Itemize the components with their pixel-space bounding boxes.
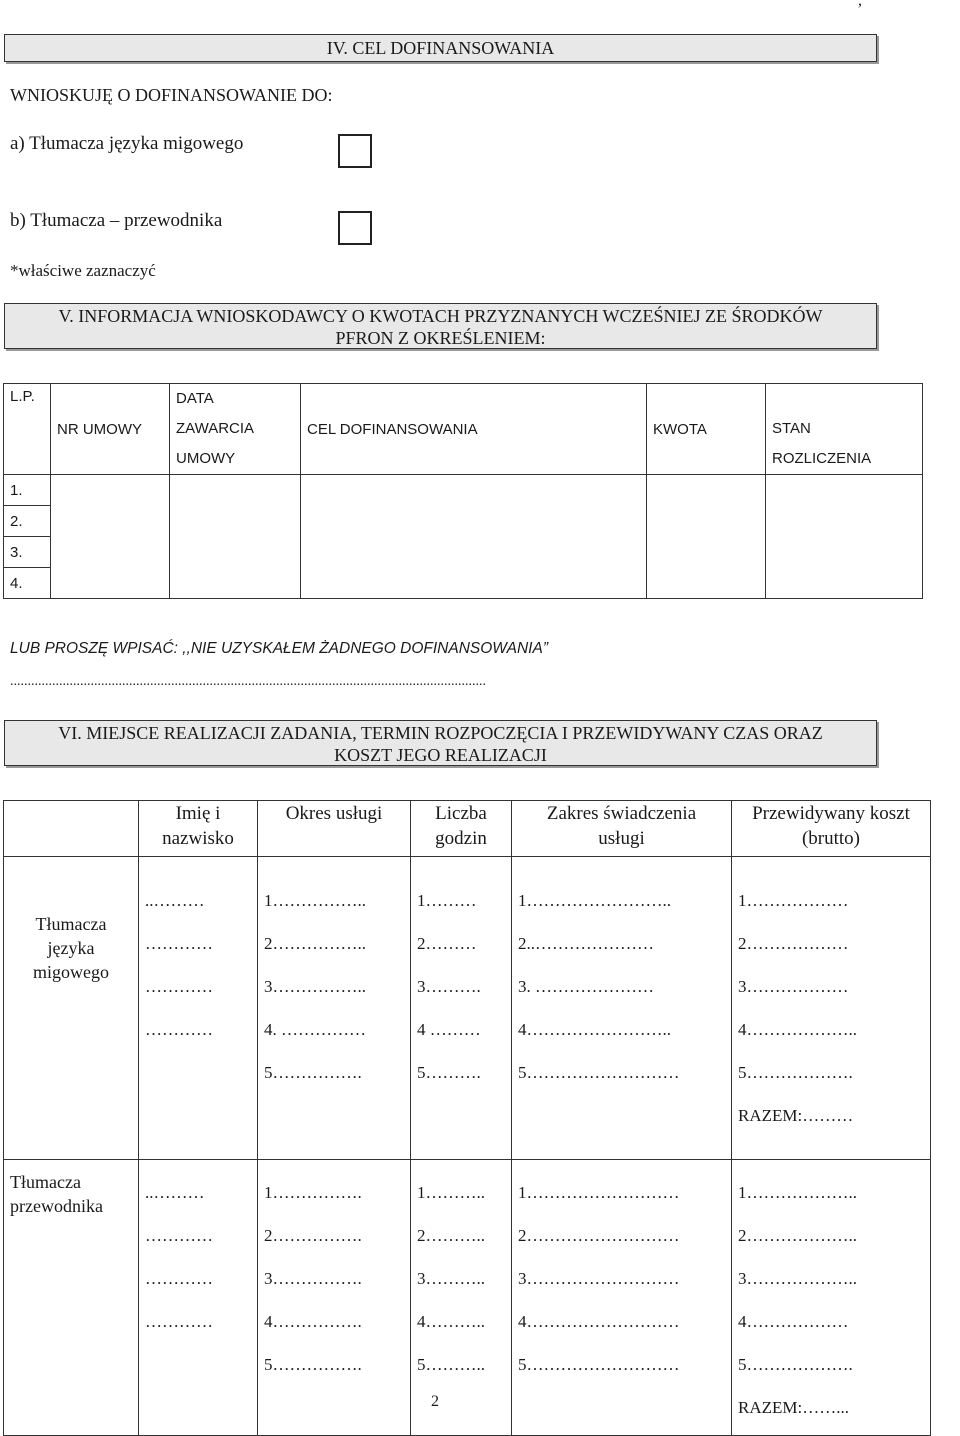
col-cel-label: CEL DOFINANSOWANIA: [307, 420, 478, 438]
stan-cell[interactable]: [766, 475, 923, 599]
col-zakres-line2: usługi: [598, 828, 645, 849]
okres-line[interactable]: 3…………….: [264, 1269, 362, 1288]
alt-instruction: LUB PROSZĘ WPISAĆ: ,,NIE UZYSKAŁEM ŻADNEGO DOFINANSOWANIA”: [10, 640, 548, 657]
top-mark: ,: [858, 0, 862, 9]
zakres-line[interactable]: 3………………………: [518, 1269, 680, 1288]
col-nr-umowy-label: NR UMOWY: [57, 420, 142, 438]
koszt-line[interactable]: 5……………….: [738, 1063, 853, 1082]
col-stan-line2: ROZLICZENIA: [772, 450, 872, 467]
col-data-line2: ZAWARCIA: [176, 420, 255, 437]
koszt-line[interactable]: 3………………: [738, 977, 849, 996]
koszt-line[interactable]: 3………………..: [738, 1269, 857, 1288]
row-number: 1.: [4, 475, 51, 506]
okres-line[interactable]: 5…………….: [264, 1063, 362, 1082]
okres-line[interactable]: 2…………….: [264, 1226, 362, 1245]
names-cell[interactable]: [139, 857, 258, 1160]
liczba-cell[interactable]: [411, 857, 512, 1160]
section-5-title-line2: PFRON Z OKREŚLENIEM:: [335, 328, 546, 348]
option-b-label: b) Tłumacza – przewodnika: [10, 210, 223, 231]
okres-line[interactable]: 2……………..: [264, 934, 366, 953]
liczba-line[interactable]: 5………..: [417, 1355, 485, 1374]
col-kwota-label: KWOTA: [653, 420, 707, 438]
liczba-line[interactable]: 1………: [417, 891, 477, 910]
data-cell[interactable]: [170, 475, 301, 599]
row-number: 3.: [4, 537, 51, 568]
section-6-title-line2: KOSZT JEGO REALIZACJI: [334, 745, 547, 765]
service-plan-table: [3, 800, 931, 1436]
group-label-line2: przewodnika: [10, 1196, 103, 1216]
col-stan: [766, 384, 923, 475]
koszt-cell[interactable]: [732, 857, 931, 1160]
option-a-label: a) Tłumacza języka migowego: [10, 133, 244, 154]
col-liczba-line2: godzin: [435, 828, 487, 849]
okres-cell[interactable]: [258, 1160, 411, 1436]
col-liczba-line1: Liczba: [435, 803, 487, 824]
zakres-cell[interactable]: [512, 857, 732, 1160]
name-line[interactable]: …………: [145, 1020, 213, 1039]
group-sign-language: [4, 857, 931, 1160]
okres-line[interactable]: 1…………….: [264, 1183, 362, 1202]
col-stan-line1: STAN: [772, 420, 811, 437]
zakres-line[interactable]: 4……………………..: [518, 1020, 671, 1039]
col-imie-line2: nazwisko: [162, 828, 234, 849]
alt-dots-line[interactable]: ........................................................................................................................................: [10, 674, 486, 689]
section-5-title-line1: V. INFORMACJA WNIOSKODAWCY O KWOTACH PRZYZNANYCH WCZEŚNIEJ ZE ŚRODKÓW: [58, 306, 823, 326]
liczba-line[interactable]: 3………..: [417, 1269, 485, 1288]
section-6-title-line1: VI. MIEJSCE REALIZACJI ZADANIA, TERMIN ROZPOCZĘCIA I PRZEWIDYWANY CZAS ORAZ: [58, 723, 823, 743]
group-label-line1: Tłumacza: [35, 914, 107, 934]
zakres-line[interactable]: 1………………………: [518, 1183, 680, 1202]
name-line[interactable]: …………: [145, 934, 213, 953]
nr-umowy-cell[interactable]: [51, 475, 170, 599]
col-data: [170, 384, 301, 475]
okres-line[interactable]: 4. ……………: [264, 1020, 366, 1039]
col-liczba: [411, 801, 512, 857]
col-data-line3: UMOWY: [176, 450, 236, 467]
col-cel: [301, 384, 647, 475]
koszt-line[interactable]: 4………………: [738, 1312, 849, 1331]
koszt-line[interactable]: 1………………..: [738, 1183, 857, 1202]
kwota-cell[interactable]: [647, 475, 766, 599]
names-cell[interactable]: [139, 1160, 258, 1436]
zakres-line[interactable]: 1……………………..: [518, 891, 671, 910]
col-zakres: [512, 801, 732, 857]
zakres-cell[interactable]: [512, 1160, 732, 1436]
table-row: [4, 475, 923, 506]
liczba-line[interactable]: 2………: [417, 934, 477, 953]
razem-total[interactable]: RAZEM:………: [738, 1106, 854, 1125]
group-label-line2: języka: [47, 938, 95, 958]
request-label: WNIOSKUJĘ O DOFINANSOWANIE DO:: [10, 85, 333, 105]
section-6-title: [4, 720, 877, 766]
liczba-line[interactable]: 3……….: [417, 977, 481, 996]
col-koszt-line1: Przewidywany koszt: [752, 803, 910, 824]
col-imie: [139, 801, 258, 857]
col-koszt-line2: (brutto): [801, 828, 861, 849]
zakres-line[interactable]: 5………………………: [518, 1063, 680, 1082]
col-zakres-line1: Zakres świadczenia: [546, 803, 697, 824]
koszt-line[interactable]: 1………………: [738, 891, 849, 910]
liczba-line[interactable]: 4 ………: [417, 1020, 481, 1039]
col-lp: [4, 384, 51, 475]
name-line[interactable]: …………: [145, 1269, 213, 1288]
name-line[interactable]: …………: [145, 1226, 213, 1245]
zakres-line[interactable]: 3. …………………: [518, 977, 654, 996]
col-lp-label: L.P.: [10, 388, 35, 405]
col-kwota: [647, 384, 766, 475]
koszt-line[interactable]: 2………………..: [738, 1226, 857, 1245]
col-koszt: [732, 801, 931, 857]
zakres-line[interactable]: 5………………………: [518, 1355, 680, 1374]
checkbox-note: *właściwe zaznaczyć: [10, 261, 156, 280]
group-sign-language-label: [4, 857, 139, 1160]
liczba-line[interactable]: 2………..: [417, 1226, 485, 1245]
koszt-line[interactable]: 2………………: [738, 934, 849, 953]
zakres-line[interactable]: 4………………………: [518, 1312, 680, 1331]
row-number: 4.: [4, 568, 51, 599]
col-okres-label: Okres usługi: [285, 803, 383, 824]
okres-line[interactable]: 4…………….: [264, 1312, 362, 1331]
section-4-title: [4, 34, 877, 62]
section-4-title-text: IV. CEL DOFINANSOWANIA: [326, 38, 555, 58]
group-guide: [4, 1160, 931, 1436]
section-5-title: [4, 303, 877, 349]
koszt-cell[interactable]: [732, 1160, 931, 1436]
name-line[interactable]: …………: [145, 1312, 213, 1331]
group-label-line1: Tłumacza: [10, 1172, 81, 1192]
col-okres: [258, 801, 411, 857]
liczba-line[interactable]: 5……….: [417, 1063, 481, 1082]
zakres-line[interactable]: 2..…………………: [518, 934, 654, 953]
col-nr-umowy: [51, 384, 170, 475]
okres-cell[interactable]: [258, 857, 411, 1160]
option-b-checkbox[interactable]: [338, 211, 372, 245]
page-number: 2: [431, 1393, 439, 1410]
koszt-line[interactable]: 5……………….: [738, 1355, 853, 1374]
row-number: 2.: [4, 506, 51, 537]
zakres-line[interactable]: 2………………………: [518, 1226, 680, 1245]
group-guide-label: [4, 1160, 139, 1436]
col-data-line1: DATA: [176, 390, 214, 407]
name-line[interactable]: ..………: [145, 1183, 205, 1202]
cel-cell[interactable]: [301, 475, 647, 599]
name-line[interactable]: ..………: [145, 891, 205, 910]
okres-line[interactable]: 3……………..: [264, 977, 366, 996]
col-group: [4, 801, 139, 857]
funding-history-table: [3, 383, 923, 599]
liczba-line[interactable]: 4………..: [417, 1312, 485, 1331]
group-label-line3: migowego: [33, 962, 109, 982]
okres-line[interactable]: 5…………….: [264, 1355, 362, 1374]
col-imie-line1: Imię i: [175, 803, 221, 824]
liczba-cell[interactable]: [411, 1160, 512, 1436]
option-a-checkbox[interactable]: [338, 134, 372, 168]
okres-line[interactable]: 1……………..: [264, 891, 366, 910]
name-line[interactable]: …………: [145, 977, 213, 996]
razem-total[interactable]: RAZEM:……...: [738, 1398, 849, 1417]
koszt-line[interactable]: 4………………..: [738, 1020, 857, 1039]
liczba-line[interactable]: 1………..: [417, 1183, 485, 1202]
